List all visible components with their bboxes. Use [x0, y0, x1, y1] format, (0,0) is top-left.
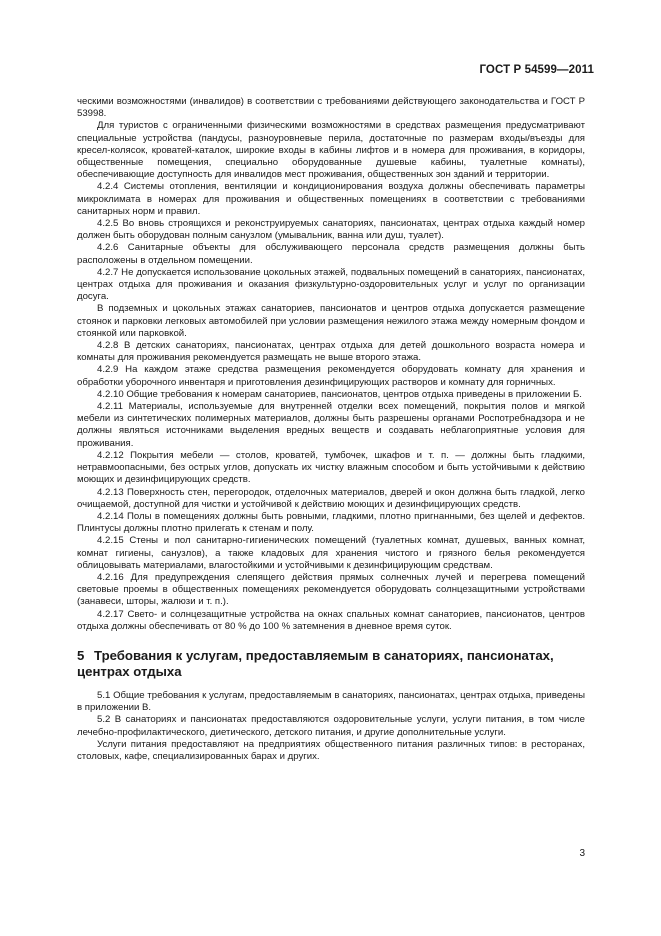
paragraph: 4.2.10 Общие требования к номерам санаториев, пансионатов, центров отдыха приведены в приложении Б. — [97, 388, 582, 400]
page-body — [77, 96, 585, 763]
paragraph: 4.2.8 В детских санаториях, пансионатах, центрах отдыха для детей дошкольного возраста номера и комнаты для проживания рекомендуется размещать не выше второго этажа. — [77, 340, 585, 364]
paragraph: 4.2.14 Полы в помещениях должны быть ровными, гладкими, плотно пригнанными, без щелей и дефектов. Плинтусы должны плотно прилегать к стенам и полу. — [77, 510, 585, 535]
paragraph: ческими возможностями (инвалидов) в соответствии с требованиями действующего законодательства и ГОСТ Р 53998. — [77, 96, 585, 120]
paragraph: 4.2.6 Санитарные объекты для обслуживающего персонала средств размещения должны быть расположены в отдельном помещении. — [77, 242, 585, 266]
paragraph: 4.2.12 Покрытия мебели — столов, кроватей, тумбочек, шкафов и т. п. — должны быть гладкими, нетравмоопасными, без острых углов, допускать их чистку влажным способом и быть устойчивыми к действию моющих и дезинфицирующих средств. — [77, 449, 585, 486]
section-heading — [77, 648, 585, 680]
paragraph: Для туристов с ограниченными физическими возможностями в средствах размещения предусматривают специальные устройства (пандусы, разноуровневые перила, достаточные по размерам входы/въезды для кресел-колясок, кроватей-каталок, широкие входы в кабины лифтов и в номера для проживания, в коридоры, общественные помещения, специально оборудованные душевые кабины, туалетные комнаты), обеспечивающие доступность для инвалидов мест проживания, общественных зон зданий и территории. — [77, 120, 585, 181]
paragraph: 4.2.5 Во вновь строящихся и реконструируемых санаториях, пансионатах, центрах отдыха каждый номер должен быть оборудован полным санузлом (умывальник, ванна или душ, туалет). — [77, 218, 585, 242]
paragraph: 4.2.7 Не допускается использование цокольных этажей, подвальных помещений в санаториях, пансионатах, центрах отдыха для проживания и оказания физкультурно-оздоровительных услуг и услуг по организации досуга. — [77, 266, 585, 303]
paragraph: Услуги питания предоставляют на предприятиях общественного питания различных типов: в ресторанах, столовых, кафе, специализированных барах и других. — [77, 738, 585, 762]
paragraph: 4.2.9 На каждом этаже средства размещения рекомендуется оборудовать комнату для хранения и обработки уборочного инвентаря и приготовления дезинфицирующих растворов и комнату для горничных. — [77, 364, 585, 388]
paragraph: 5.1 Общие требования к услугам, предоставляемым в санаториях, пансионатах, центрах отдыха, приведены в приложении В. — [77, 689, 585, 714]
paragraph: 5.2 В санаториях и пансионатах предоставляются оздоровительные услуги, услуги питания, в том числе лечебно-профилактического, диетического, детского питания, и другие дополнительные услуги. — [77, 714, 585, 738]
paragraph: В подземных и цокольных этажах санаториев, пансионатов и центров отдыха допускается размещение стоянок и парковки легковых автомобилей при условии размещения нежилого этажа между номерным фондом и стоянкой или парковкой. — [77, 303, 585, 339]
section-number: 5 — [77, 647, 85, 663]
document-header: ГОСТ Р 54599—2011 — [479, 64, 594, 76]
paragraph: 4.2.4 Системы отопления, вентиляции и кондиционирования воздуха должны обеспечивать параметры микроклимата в номерах для проживания и общественных помещениях в соответствии с требованиями санитарных норм и правил. — [77, 181, 585, 217]
paragraph: 4.2.13 Поверхность стен, перегородок, отделочных материалов, дверей и окон должна быть гладкой, легко очищаемой, доступной для чистки и устойчивой к действию моющих и дезинфицирующих средств. — [77, 486, 585, 510]
section-title: Требования к услугам, предоставляемым в санаториях, пансионатах, центрах отдыха — [77, 647, 554, 679]
paragraph: 4.2.11 Материалы, используемые для внутренней отделки всех помещений, покрытия полов и мягкой мебели из синтетических полимерных материалов, должны быть разрешены органами Роспотребнадзора и не должны являться источниками выделения вредных веществ и создавать неблагоприятные условия для проживания. — [77, 401, 585, 449]
paragraph: 4.2.15 Стены и пол санитарно-гигиенических помещений (туалетных комнат, душевых, ванных комнат, комнат гигиены, санузлов), а также кладовых для хранения чистого и грязного белья рекомендуется облицовывать материалами, влагостойкими и устойчивыми к дезинфицирующим средствам. — [77, 535, 585, 571]
page-number: 3 — [579, 848, 585, 859]
paragraph: 4.2.17 Свето- и солнцезащитные устройства на окнах спальных комнат санаториев, пансионатов, центров отдыха должны обеспечивать от 80 % до 100 % затемнения в дневное время суток. — [77, 608, 585, 632]
paragraph: 4.2.16 Для предупреждения слепящего действия прямых солнечных лучей и перегрева помещений световые проемы в общественных помещениях рекомендуется оборудовать солнцезащитными устройствами (занавеси, шторы, жалюзи и т. п.). — [77, 571, 585, 608]
